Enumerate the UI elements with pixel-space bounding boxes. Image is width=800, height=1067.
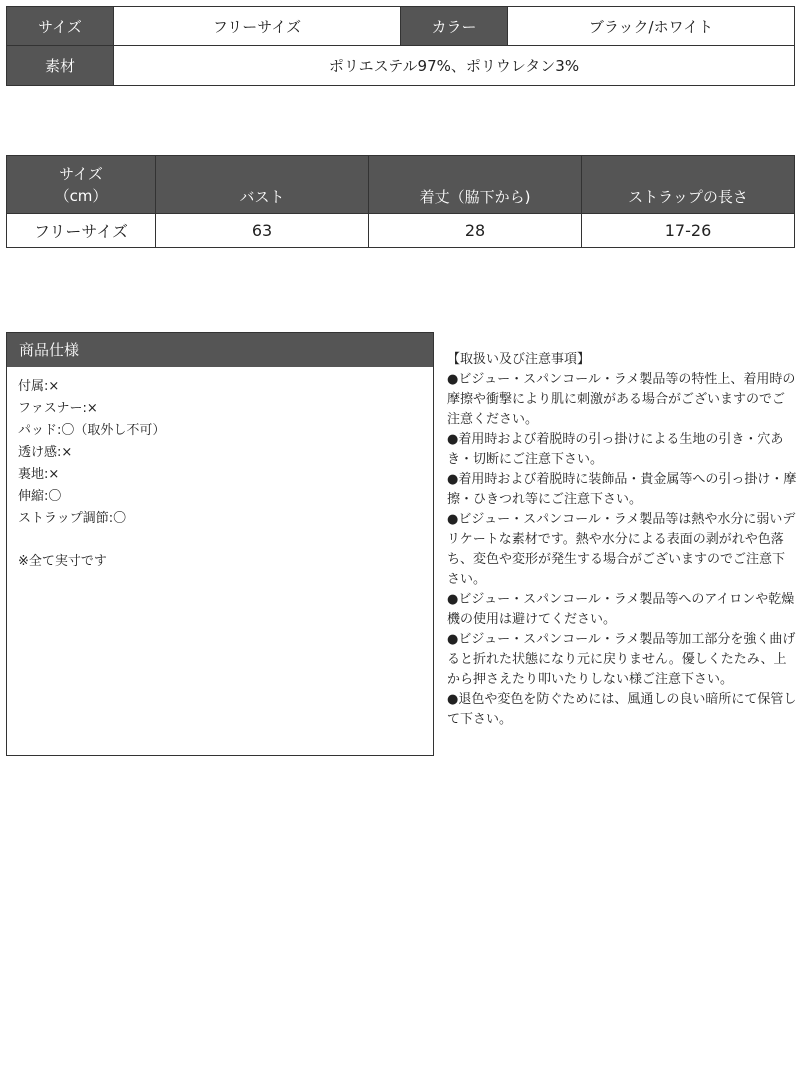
list-item: ファスナー:× [18, 401, 98, 416]
product-spec-list [7, 367, 433, 530]
care-note-item: ●退色や変色を防ぐためには、風通しの良い暗所にて保管して下さい。 [447, 692, 797, 727]
list-item: 裏地:× [18, 467, 60, 482]
column-header-bust: バスト [156, 156, 369, 214]
length-value: 28 [369, 214, 582, 248]
color-value: ブラック/ホワイト [508, 7, 795, 46]
measurement-note: ※全て実寸です [18, 554, 107, 569]
column-header-length: 着丈（脇下から) [369, 156, 582, 214]
product-spec-title: 商品仕様 [7, 333, 433, 367]
table-row [7, 214, 795, 248]
row-label: フリーサイズ [7, 214, 156, 248]
size-table-header [7, 156, 795, 214]
list-item: パッド:〇（取外し不可） [18, 423, 166, 438]
material-label: 素材 [7, 46, 114, 86]
strap-value: 17-26 [582, 214, 795, 248]
column-header-strap: ストラップの長さ [582, 156, 795, 214]
list-item: ストラップ調節:〇 [18, 511, 127, 526]
care-notes-title: 【取扱い及び注意事項】 [447, 352, 591, 367]
product-spec-box [6, 332, 434, 756]
color-label: カラー [401, 7, 508, 46]
care-note-item: ●ビジュー・スパンコール・ラメ製品等の特性上、着用時の摩擦や衝撃により肌に刺激がある場合がございますのでご注意ください。 [447, 372, 796, 427]
size-table-corner [7, 156, 156, 214]
bust-value: 63 [156, 214, 369, 248]
care-notes [447, 350, 797, 730]
spec-row-size-color [7, 7, 795, 46]
spec-table [6, 6, 795, 86]
material-value: ポリエステル97%、ポリウレタン3% [114, 46, 795, 86]
care-note-item: ●ビジュー・スパンコール・ラメ製品等は熱や水分に弱いデリケートな素材です。熱や水分による表面の剥がれや色落ち、変色や変形が発生する場合がございますのでご注意下さい。 [447, 512, 796, 587]
size-value: フリーサイズ [114, 7, 401, 46]
spec-row-material [7, 46, 795, 86]
list-item: 伸縮:〇 [18, 489, 62, 504]
size-table [6, 155, 795, 248]
care-note-item: ●ビジュー・スパンコール・ラメ製品等へのアイロンや乾燥機の使用は避けてください。 [447, 592, 795, 627]
list-item: 透け感:× [18, 445, 73, 460]
care-note-item: ●ビジュー・スパンコール・ラメ製品等加工部分を強く曲げると折れた状態になり元に戻りません。優しくたたみ、上から押さえたり叩いたりしない様ご注意下さい。 [447, 632, 796, 687]
size-table-corner-label: サイズ [59, 164, 103, 183]
size-table-corner-unit: （cm） [54, 186, 108, 205]
list-item: 付属:× [18, 379, 60, 394]
care-note-item: ●着用時および着脱時に装飾品・貴金属等への引っ掛け・摩擦・ひきつれ等にご注意下さい。 [447, 472, 797, 507]
care-note-item: ●着用時および着脱時の引っ掛けによる生地の引き・穴あき・切断にご注意下さい。 [447, 432, 784, 467]
size-label: サイズ [7, 7, 114, 46]
